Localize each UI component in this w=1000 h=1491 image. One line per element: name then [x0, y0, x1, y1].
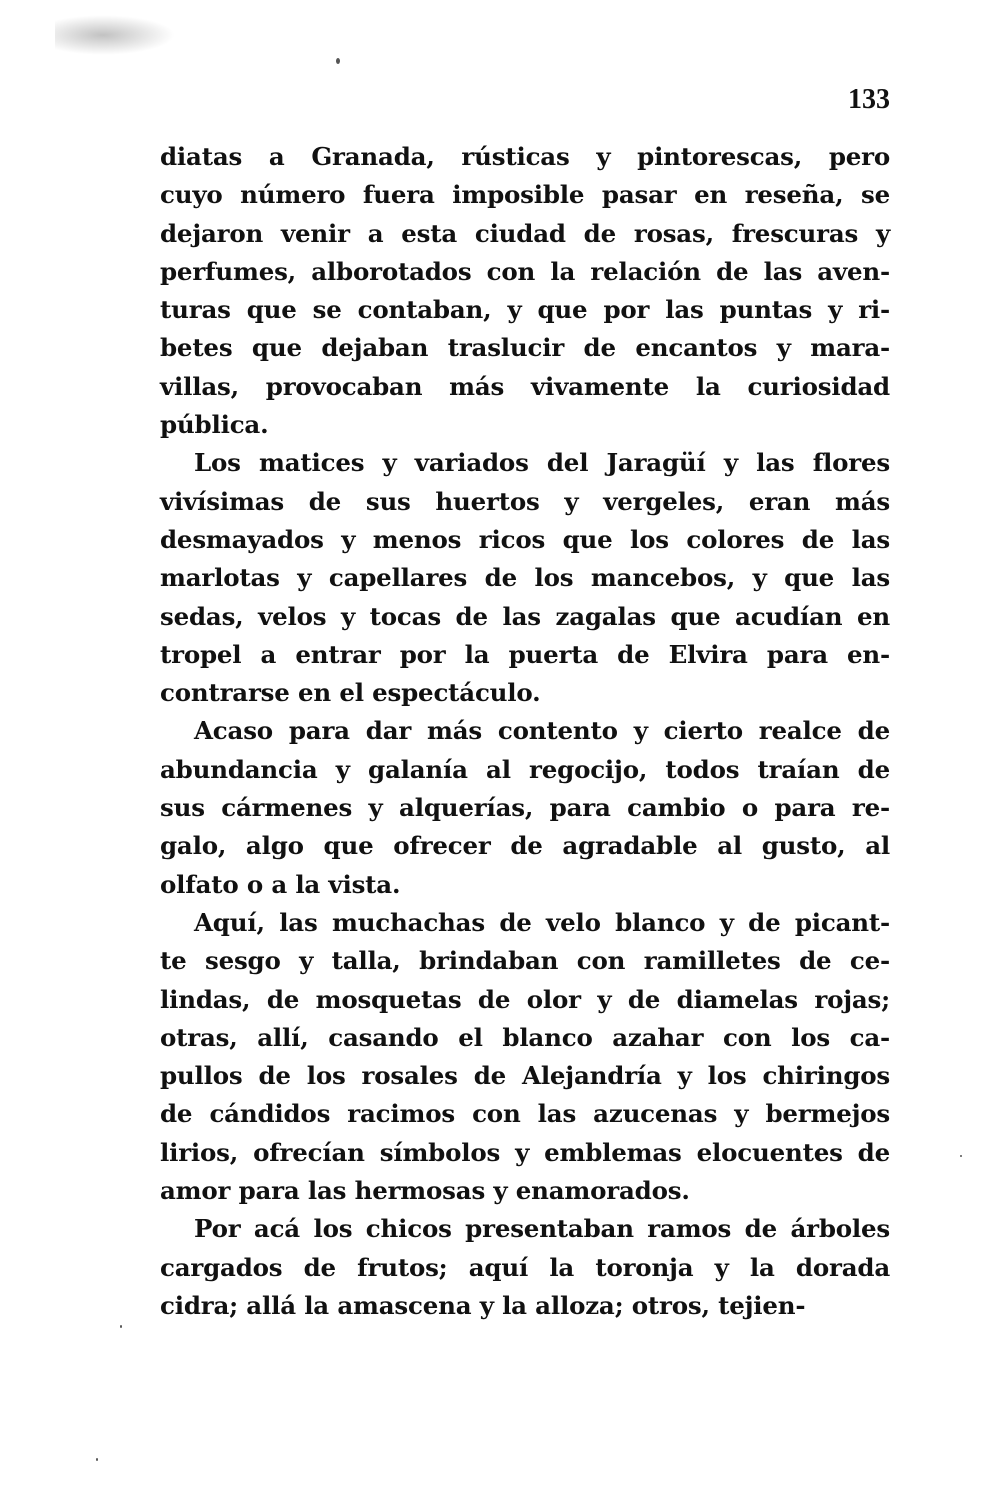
text-line: Por acá los chicos presentaban ramos de árboles: [194, 1214, 890, 1244]
paragraph: [160, 444, 890, 712]
text-line: vivísimas de sus huertos y vergeles, eran más: [160, 486, 890, 516]
text-line: dejaron venir a esta ciudad de rosas, frescuras y: [160, 218, 890, 248]
text-line: olfato o a la vista.: [160, 869, 401, 899]
text-line: Acaso para dar más contento y cierto realce de: [194, 716, 890, 746]
text-line: otras, allí, casando el blanco azahar con los ca-: [160, 1022, 890, 1052]
paragraph: [160, 904, 890, 1210]
text-line: contrarse en el espectáculo.: [160, 678, 541, 708]
scan-smudge: [55, 15, 175, 55]
text-line: te sesgo y talla, brindaban con ramilletes de ce-: [160, 946, 890, 976]
paragraph: [160, 1210, 890, 1325]
text-line: diatas a Granada, rústicas y pintorescas, pero: [160, 142, 890, 171]
text-line: cuyo número fuera imposible pasar en reseña, se: [160, 180, 890, 210]
page-number: 133: [848, 84, 890, 115]
paragraph: [160, 712, 890, 903]
text-line: marlotas y capellares de los mancebos, y que las: [160, 563, 890, 593]
text-line: betes que dejaban traslucir de encantos y mara-: [160, 333, 890, 363]
scan-speck: [960, 1155, 962, 1157]
scan-speck: [120, 1325, 122, 1328]
text-line: villas, provocaban más vivamente la curiosidad: [160, 371, 890, 401]
text-line: de cándidos racimos con las azucenas y bermejos: [160, 1099, 890, 1129]
text-line: sus cármenes y alquerías, para cambio o para re-: [160, 793, 890, 823]
text-line: lirios, ofrecían símbolos y emblemas elocuentes de: [160, 1137, 890, 1167]
text-line: pullos de los rosales de Alejandría y los chiringos: [160, 1061, 890, 1091]
text-line: Aquí, las muchachas de velo blanco y de picant-: [194, 907, 890, 937]
text-line: cargados de frutos; aquí la toronja y la dorada: [160, 1252, 890, 1282]
text-line: pública.: [160, 410, 269, 440]
text-line: amor para las hermosas y enamorados.: [160, 1176, 690, 1206]
text-line: Los matices y variados del Jaragüí y las flores: [194, 448, 890, 478]
text-line: lindas, de mosquetas de olor y de diamelas rojas;: [160, 984, 890, 1014]
text-line: desmayados y menos ricos que los colores de las: [160, 524, 890, 554]
text-line: tropel a entrar por la puerta de Elvira para en-: [160, 639, 890, 669]
text-line: turas que se contaban, y que por las puntas y ri-: [160, 295, 890, 325]
text-line: abundancia y galanía al regocijo, todos traían de: [160, 754, 890, 784]
text-line: sedas, velos y tocas de las zagalas que acudían en: [160, 601, 890, 631]
text-line: galo, algo que ofrecer de agradable al gusto, al: [160, 831, 890, 861]
text-line: cidra; allá la amascena y la alloza; otros, tejien-: [160, 1290, 806, 1320]
text-line: perfumes, alborotados con la relación de las aven-: [160, 256, 890, 286]
scan-speck: [336, 58, 340, 64]
scan-speck: [96, 1458, 98, 1461]
body-text: [160, 138, 890, 1325]
paragraph: [160, 138, 890, 444]
